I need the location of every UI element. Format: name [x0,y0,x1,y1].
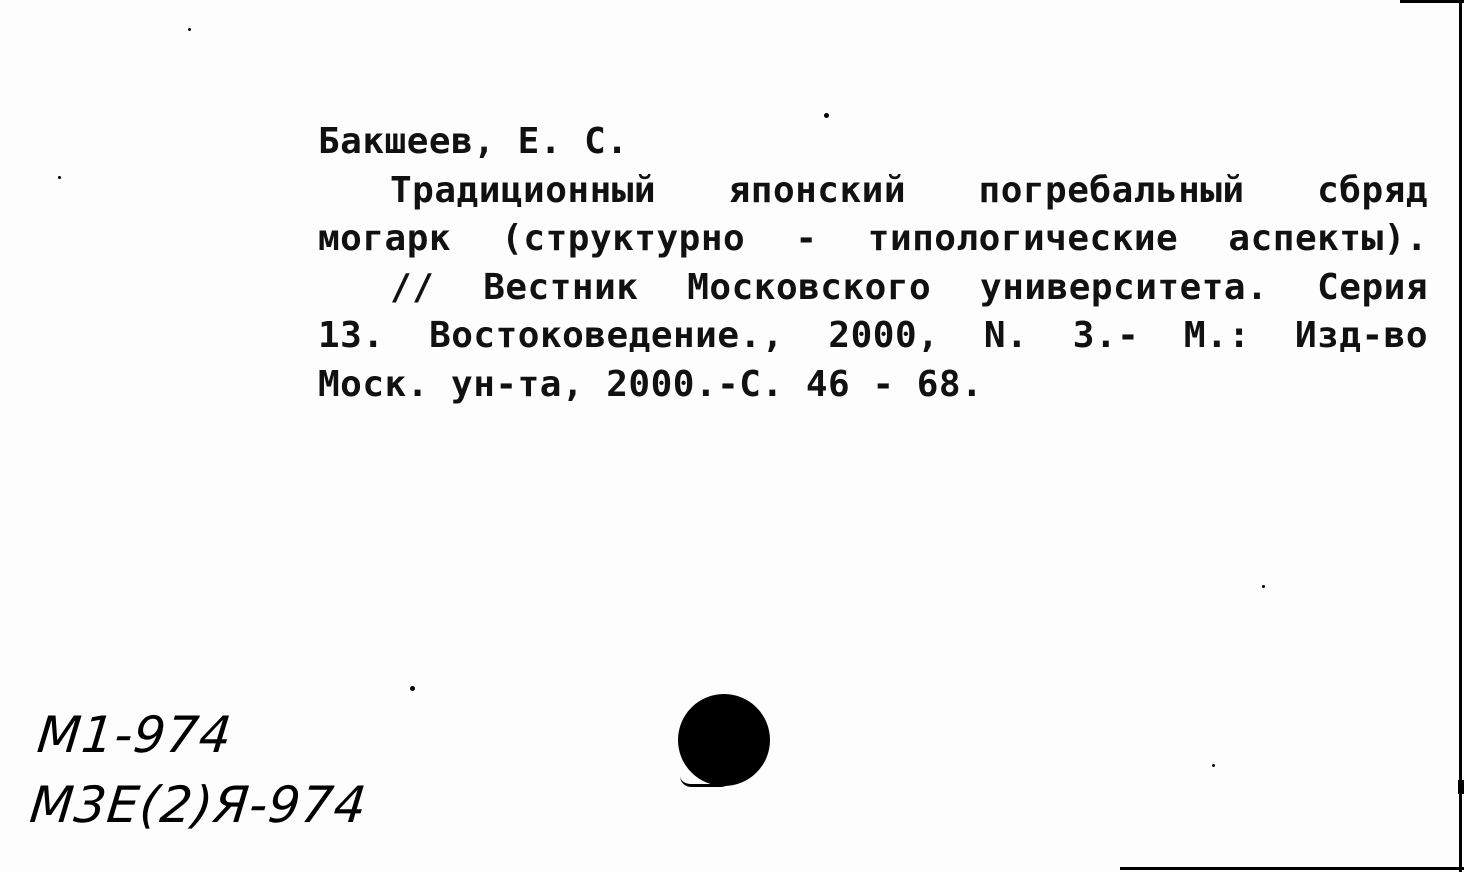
bibliographic-entry [318,118,1428,409]
punch-hole [678,694,770,786]
scan-edge-top [1400,0,1464,3]
source-line-3: Моск. ун-та, 2000.-С. 46 - 68. [318,363,984,405]
source-line-1: // Вестник Московского университета. Серия [390,266,1428,308]
shelfmark-code-1: М1-974 [34,706,236,764]
title-line-2: могарк (структурно - типологические аспекты). [318,218,1428,259]
speck [1212,764,1215,767]
speck [1262,585,1265,588]
shelfmark-code-2: М3Е(2)Я-974 [27,776,370,834]
scan-edge-bottom [1120,867,1464,870]
speck [410,686,415,691]
author-line: Бакшеев, Е. С. [318,121,629,162]
source-line-2: 13. Востоковедение., 2000, N. 3.- М.: Изд-во [318,315,1428,356]
handwritten-shelfmarks [27,700,378,840]
title-line-1: Традиционный японский погребальный сбряд [390,169,1428,211]
speck [58,176,61,179]
speck [188,28,191,31]
scan-edge-right-tick [1458,780,1464,794]
punch-hole-shadow [680,776,732,787]
scan-edge-right [1459,0,1462,872]
